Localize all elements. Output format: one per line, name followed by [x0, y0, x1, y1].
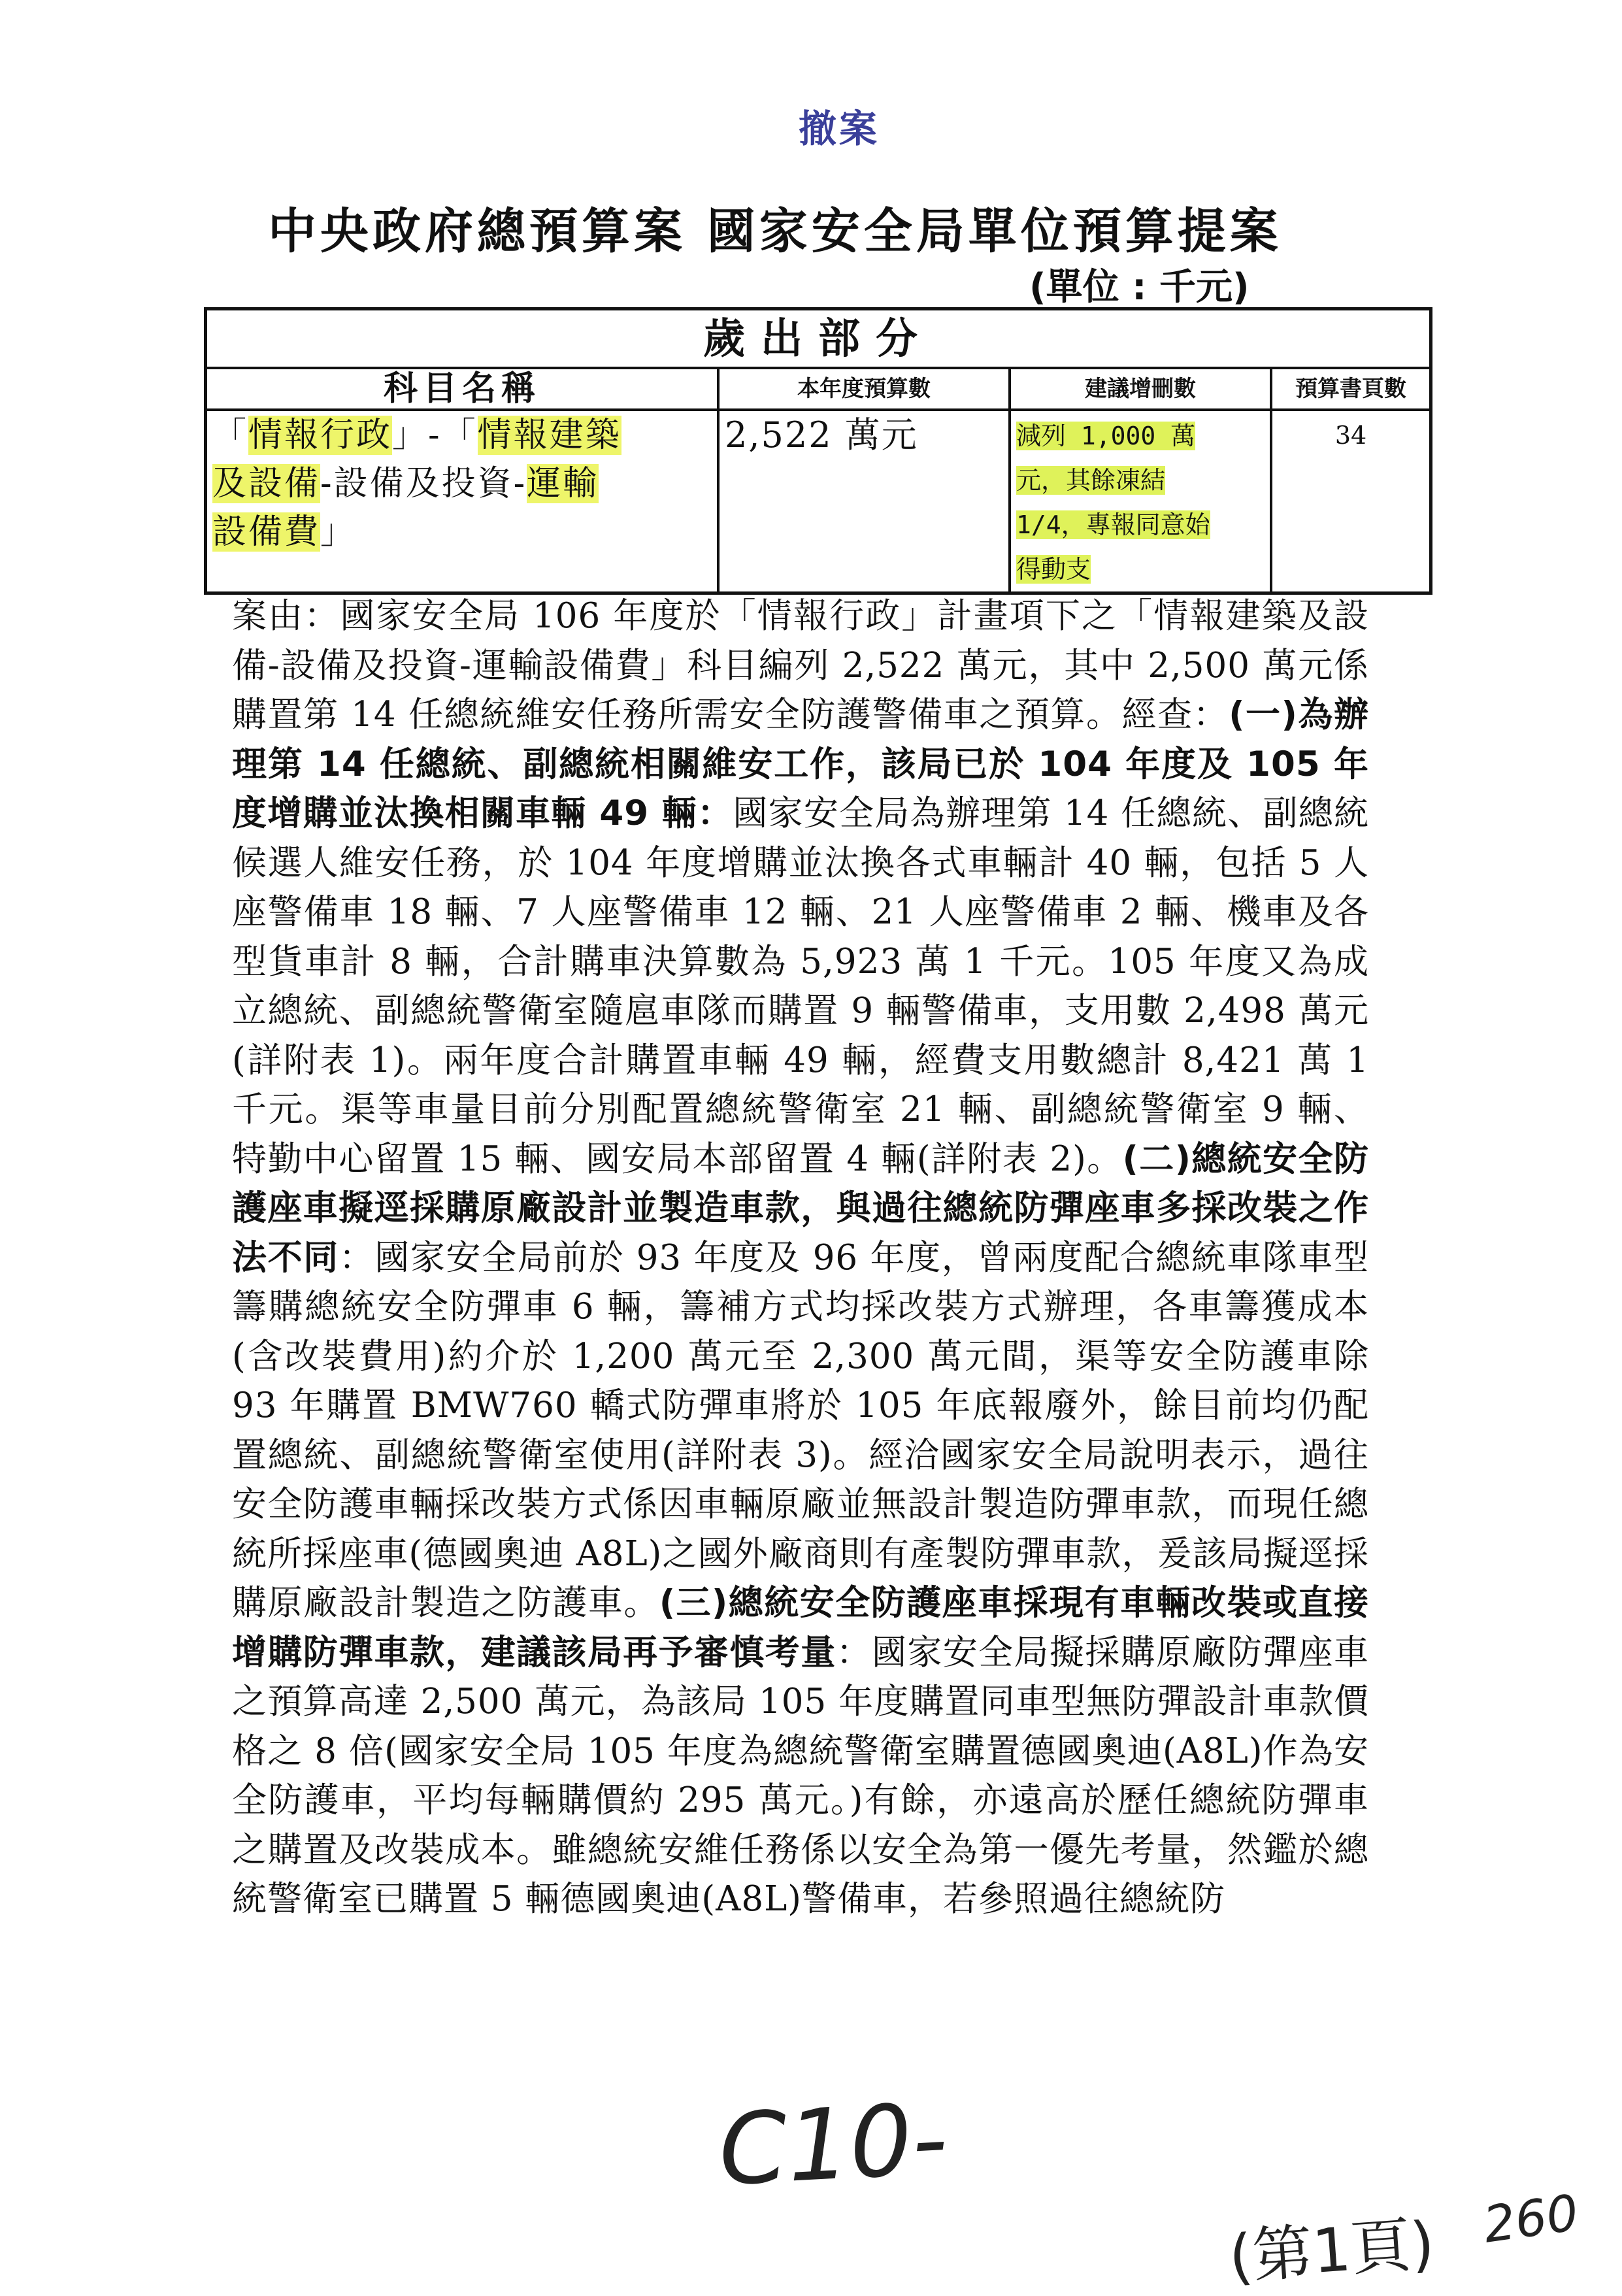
handwritten-page-number: 260	[1480, 2183, 1582, 2254]
handwritten-code: C10-	[716, 2082, 951, 2208]
cell-page: 34	[1334, 421, 1367, 450]
point-2-heading: (二)總統安全防護座車擬逕採購原廠設計並製造車款，與過往總統防彈座車多採改裝之作法不同	[232, 1139, 1369, 1278]
stamp-withdrawn: 撤案	[799, 107, 880, 151]
point-3-heading: (三)總統安全防護座車採現有車輛改裝或直接增購防彈車款，建議該局再予審慎考量	[232, 1583, 1370, 1672]
unit-label: (單位 : 千元)	[1029, 266, 1250, 308]
header-proposal: 建議增刪數	[1011, 369, 1270, 411]
section-title: 歲出部分	[207, 310, 1429, 369]
cell-subject: 「情報行政」-「情報建築 及設備-設備及投資-運輸 設備費」	[212, 416, 621, 552]
handwritten-page-mark: (第1頁)	[1227, 2208, 1437, 2293]
point-1-heading: (一)為辦理第 14 任總統、副總統相關維安工作，該局已於 104 年度及 105 年度增購並汰換相關車輛 49 輛：	[232, 695, 1369, 833]
budget-table	[204, 307, 1432, 595]
page-title: 中央政府總預算案 國家安全局單位預算提案	[268, 203, 1282, 259]
header-budget: 本年度預算數	[720, 369, 1008, 411]
header-subject: 科目名稱	[207, 369, 717, 411]
cell-budget: 2,522 萬元	[725, 414, 918, 456]
case-description: 案由：國家安全局 106 年度於「情報行政」計畫項下之「情報建築及設備-設備及投資-運輸設備費」科目編列 2,522 萬元，其中 2,500 萬元係購置第 14 任總統維安任務所需安全防護警備車之預算。經查：(一)為辦理第 14 任總統、副總統相關維安工作，該局已於 104 年度及 105 年度增購並汰換相關車輛 49 輛：國家安全局為辦理第 14 任總統、副總統候選人維安任務，於 104 年度增購並汰換各式車輛計 40 輛，包括 5 人座警備車 18 輛、7 人座警備車 12 輛、21 人座警備車 2 輛、機車及各型貨車計 8 輛，合計購車決算數為 5,923 萬 1 千元。105 年度又為成立總統、副總統警衛室隨扈車隊而購置 9 輛警備車，支用數 2,498 萬元(詳附表 1)。兩年度合計購置車輛 49 輛，經費支用數總計 8,421 萬 1 千元。渠等車量目前分別配置總統警衛室 21 輛、副總統警衛室 9 輛、特勤中心留置 15 輛、國安局本部留置 4 輛(詳附表 2)。(二)總統安全防護座車擬逕採購原廠設計並製造車款，與過往總統防彈座車多採改裝之作法不同：國家安全局前於 93 年度及 96 年度，曾兩度配合總統車隊車型籌購總統安全防彈車 6 輛，籌補方式均採改裝方式辦理，各車籌獲成本(含改裝費用)約介於 1,200 萬元至 2,300 萬元間，渠等安全防護車除 93 年購置 BMW760 轎式防彈車將於 105 年底報廢外，餘目前均仍配置總統、副總統警衛室使用(詳附表 3)。經洽國家安全局說明表示，過往安全防護車輛採改裝方式係因車輛原廠並無設計製造防彈車款，而現任總統所採座車(德國奧迪 A8L)之國外廠商則有產製防彈車款，爰該局擬逕採購原廠設計製造之防護車。(三)總統安全防護座車採現有車輛改裝或直接增購防彈車款，建議該局再予審慎考量：國家安全局擬採購原廠防彈座車之預算高達 2,500 萬元，為該局 105 年度購置同車型無防彈設計車款價格之 8 倍(國家安全局 105 年度為總統警衛室購置德國奧迪(A8L)作為安全防護車，平均每輛購價約 295 萬元。)有餘，亦遠高於歷任總統防彈車之購置及改裝成本。雖總統安維任務係以安全為第一優先考量，然鑑於總統警衛室已購置 5 輛德國奧迪(A8L)警備車，若參照過往總統防	[232, 596, 1370, 1919]
cell-proposal: 減列 1,000 萬 元，其餘凍結 1/4，專報同意始 得動支	[1016, 422, 1210, 584]
header-page: 預算書頁數	[1272, 369, 1429, 411]
